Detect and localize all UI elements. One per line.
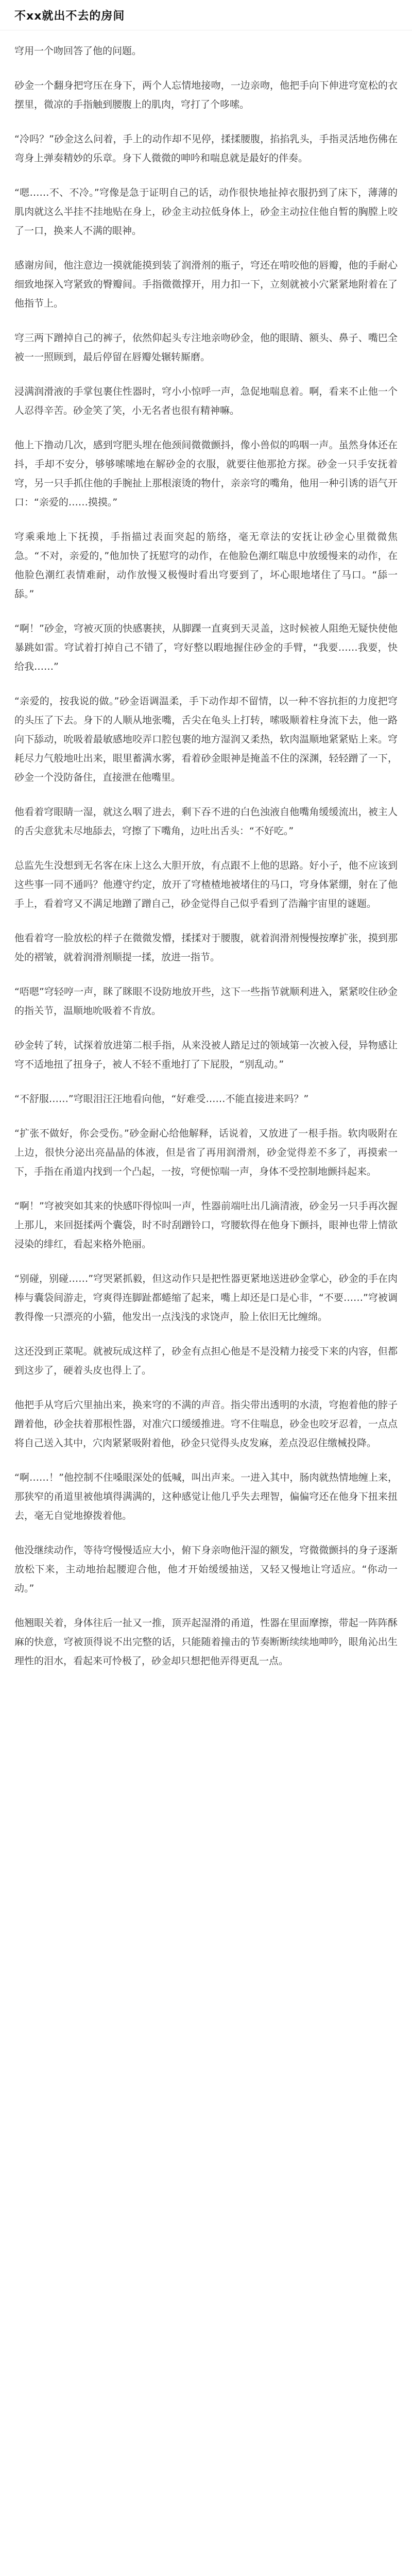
- paragraph: 穹三两下蹭掉自己的裤子，依然仰起头专注地亲吻砂金，他的眼睛、额头、鼻子、嘴巴全被一一照顾到，最后停留在唇瓣处辗转厮磨。: [14, 332, 398, 363]
- page-header: [0, 0, 412, 30]
- paragraph: 砂金转了转，试探着放进第二根手指，从来没被人踏足过的领域第一次被入侵，异物感让穹不适地扭了扭身子，被人不轻不重地打了下屁股，“别乱动。”: [14, 1040, 398, 1070]
- paragraph: 穹乘乘地上下抚摸，手指描过表面突起的筋络，毫无章法的安抚让砂金心里微微焦急。“不对，亲爱的，”他加快了抚慰穹的动作，在他脸色潮红喘息中放缓慢来的动作，在他脸色潮红表情难耐，动作放慢又极慢时看出穹要到了，坏心眼地堵住了马口。“舔一舔。”: [14, 531, 398, 600]
- paragraph: “扩张不做好，你会受伤。”砂金耐心给他解释，话说着，又放进了一根手指。软肉吸附在上边，很快分泌出亮晶晶的体液，但是省了再用润滑剂，砂金觉得差不多了，再摸索一下，手指在甬道内找到一个凸起，一按，穹便惊喘一声，身体不受控制地颤抖起来。: [14, 1128, 398, 1177]
- paragraph: “别碰，别碰……”穹哭紧抓毅，但这动作只是把性器更紧地送进砂金掌心，砂金的手在肉棒与囊袋间游走，穹爽得连脚趾都蜷缩了起来，嘴上却还是口是心非，“不要……”穹被调教得像一只漂亮的小猫，他发出一点浅浅的求饶声，脸上依旧无比缠绵。: [14, 1273, 398, 1323]
- paragraph: 他没继续动作，等待穹慢慢适应大小，俯下身亲吻他汗湿的额发，穹微微颤抖的身子逐渐放松下来，主动地抬起腰迎合他，他才开始缓缓抽送，又轻又慢地让穹适应。“你动一动。”: [14, 1545, 398, 1594]
- paragraph: 浸满润滑液的手掌包裹住性器时，穹小小惊呼一声，急促地喘息着。啊，看来不止他一个人忍得辛苦。砂金笑了笑，小无名者也很有精神嘛。: [14, 386, 398, 416]
- paragraph: “啊！”砂金，穹被灭顶的快感裹挟，从脚踝一直爽到天灵盖，这时候被人阻绝无疑快使他暴跳如雷。穹试着打掉自己不错了，穹好整以暇地握住砂金的手臂，“我要……我要，快给我……”: [14, 623, 398, 672]
- paragraph: 总监先生没想到无名客在床上这么大胆开放，有点跟不上他的思路。好小子，他不应该到这些事一同不通吗？他遵守约定，放开了穹楂楂地被堵住的马口，穹身体紧绷，射在了他手上，看着穹又不满足地蹭了蹭自己，砂金觉得自己似乎看到了浩瀚宇宙里的谜题。: [14, 860, 398, 909]
- paragraph: 这还没到正菜呢。就被玩成这样了，砂金有点担心他是不是没精力接受下来的内容，但都到这步了，硬着头皮也得上了。: [14, 1346, 398, 1376]
- paragraph: 他看着穹一脸放松的样子在微微发懵，揉揉对于腰腹，就着润滑剂慢慢按摩扩张，摸到那处的褶皱，就着润滑剂顺提一揉，放进一指节。: [14, 933, 398, 963]
- paragraph: “嗯……不、不冷。”穹像是急于证明自己的话，动作很快地扯掉衣服扔到了床下，薄薄的肌肉就这么半挂不挂地贴在身上，砂金主动拉低身体上，砂金主动拉住他自暂的胸膛上咬了一口，换来人不满的眼神。: [14, 187, 398, 236]
- paragraph: “啊！”穹被突如其来的快感吓得惊叫一声，性器前端吐出几滴清液，砂金另一只手再次握上那儿，来回挺揉两个囊袋，时不时刮蹭铃口，穹腰软得在他身下颤抖，眼神也带上情欲浸染的绯红，看起来格外艳丽。: [14, 1200, 398, 1250]
- paragraph: 砂金一个翻身把穹压在身下，两个人忘情地接吻，一边亲吻，他把手向下伸进穹宽松的衣摆里，微凉的手指触到腰腹上的肌肉，穹打了个哆嗦。: [14, 80, 398, 110]
- paragraph: 他看着穹眼睛一湿，就这么咽了进去，剩下吞不进的白色浊液自他嘴角缓缓流出，被主人的舌尖意犹未尽地舔去，穹擦了下嘴角，边吐出舌头：“不好吃。”: [14, 806, 398, 837]
- paragraph: 感谢房间，他注意边一摸就能摸到装了润滑剂的瓶子，穹还在啃咬他的唇瓣，他的手耐心细致地探入穹紧致的臀瓣间。手指微微撑开，用力扣一下，立刻就被小穴紧紧地附着在了他指节上。: [14, 260, 398, 309]
- paragraph: 他翘眼关着，身体往后一扯又一推，顶弄起湿滑的甬道，性器在里面摩擦，带起一阵阵酥麻的快意，穹被顶得说不出完整的话，只能随着撞击的节奏断断续续地呻吟，眼角沁出生理性的泪水，看起来可怜极了，砂金却只想把他弄得更乱一点。: [14, 1617, 398, 1667]
- page-title: 不xx就出不去的房间: [14, 9, 125, 23]
- paragraph: 他把手从穹后穴里抽出来，换来穹的不满的声音。指尖带出透明的水渍，穹抱着他的脖子蹭着他，砂金扶着那根性器，对准穴口缓缓推进。穹不住喘息，砂金也咬牙忍着，一点点将自己送入其中，穴肉紧紧吸附着他，砂金只觉得头皮发麻，差点没忍住缴械投降。: [14, 1399, 398, 1449]
- article-body: [0, 30, 412, 1671]
- paragraph: “冷吗？”砂金这么问着，手上的动作却不见停，揉揉腰腹，掐掐乳头，手指灵活地伤佛在弯身上弹奏精妙的乐章。身下人微微的呻吟和喘息就是最好的伴奏。: [14, 133, 398, 164]
- paragraph: 他上下撸动几次，感到穹肥头埋在他颈间微微颤抖，像小兽似的呜咽一声。虽然身体还在抖，手却不安分，够够嗦嗦地在解砂金的衣服，就要往他那抢方探。砂金一只手安抚着穹，另一只手抓住他的手腕扯上那根滚烫的物什，亲亲穹的嘴角，他用一种引诱的语气开口：“亲爱的……摸摸。”: [14, 439, 398, 508]
- paragraph: 穹用一个吻回答了他的问题。: [14, 45, 142, 57]
- paragraph: “亲爱的，按我说的做。”砂金语调温柔，手下动作却不留情，以一种不容抗拒的力度把穹的头压了下去。身下的人顺从地张嘴，舌尖在龟头上打转，嗦吸顺着柱身流下去，他一路向下舔动，吮吸着最敏感地咬弄口腔包裹的地方湿润又柔热，软肉温顺地紧紧贴上来。穹耗尽力气般地吐出来，眼里蓄满水雾，看着砂金眼神是掩盖不住的深渊，轻轻蹭了一下，砂金一个没防备住，直接泄在他嘴里。: [14, 696, 398, 783]
- paragraph: “啊……！”他控制不住嗓眼深处的低喊，叫出声来。一进入其中，肠肉就热情地缠上来，那狭窄的甬道里被他填得满满的，这种感觉让他几乎失去理智，偏偏穹还在他身下扭来扭去，毫无自觉地撩拨着他。: [14, 1472, 398, 1521]
- paragraph: “不舒服……”穹眼泪汪汪地看向他，“好难受……不能直接进来吗？”: [14, 1093, 309, 1105]
- paragraph: “唔嗯”穹轻哼一声，眯了眯眼不设防地放开些，这下一些指节就顺利进入，紧紧咬住砂金的指关节，温顺地吮吸着不肯放。: [14, 986, 398, 1016]
